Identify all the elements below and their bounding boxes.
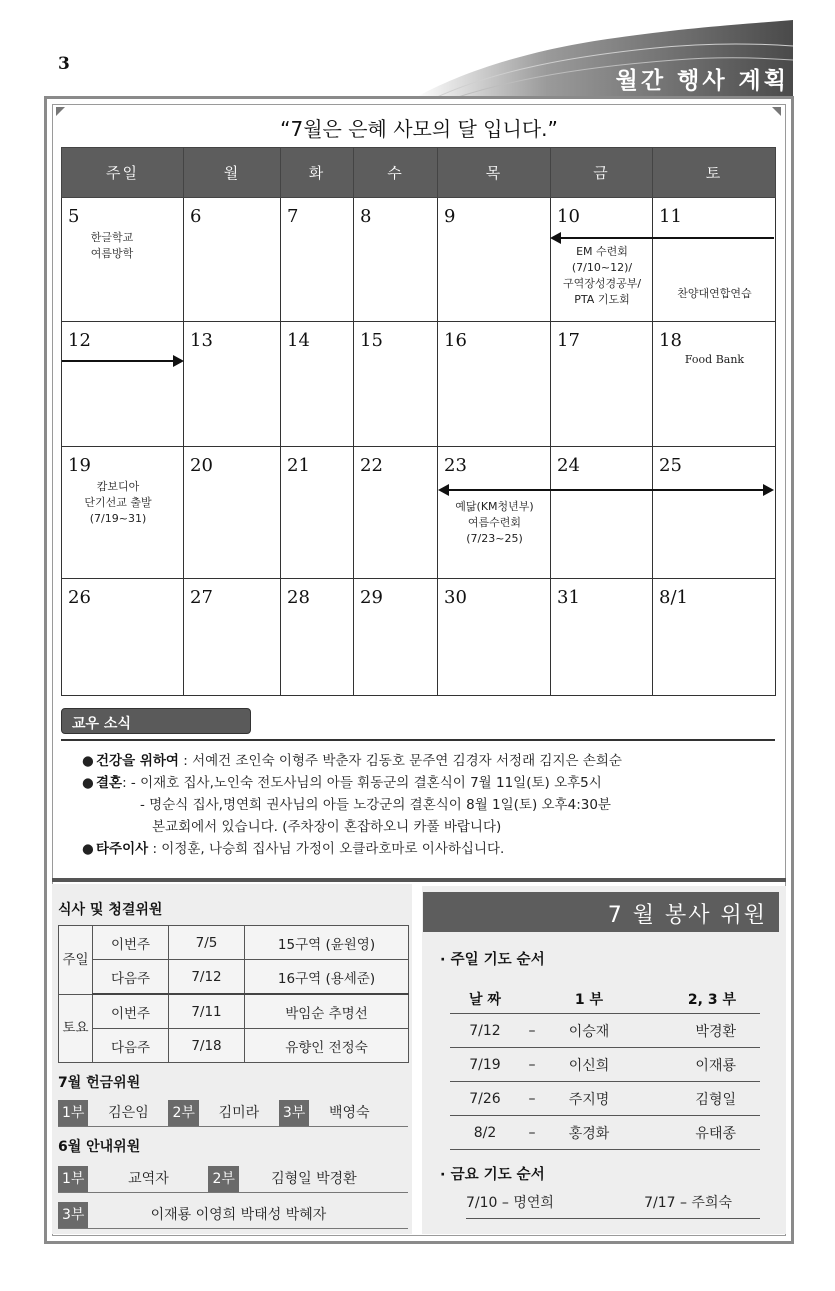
col-header: 1 부: [544, 985, 634, 1014]
calendar-cell: [62, 579, 184, 696]
calendar-cell: [281, 579, 354, 696]
arrow-right-icon: [763, 484, 774, 496]
day-number: 16: [444, 330, 467, 351]
day-number: 23: [444, 455, 467, 476]
day-number: 21: [287, 455, 310, 476]
col-header: 2, 3 부: [634, 985, 760, 1014]
offering-names: 김미라: [218, 1105, 260, 1121]
calendar-cell: [551, 579, 653, 696]
week-cell: 다음주: [93, 960, 169, 995]
arrow-left-icon: [550, 232, 561, 244]
weekday-header: 금: [551, 148, 653, 198]
calendar-cell: [281, 447, 354, 579]
day-number: 14: [287, 330, 310, 351]
calendar-cell: [551, 322, 653, 447]
calendar-cell: [281, 198, 354, 322]
saturday-group-label: 토요: [59, 994, 93, 1063]
day-number: 19: [68, 455, 91, 476]
calendar-cell: [62, 447, 184, 579]
news-item-wedding-3: 본교회에서 있습니다. (주차장이 혼잡하오니 카풀 바랍니다): [152, 819, 502, 835]
usher-names: 교역자: [128, 1171, 169, 1187]
weekday-header: 목: [438, 148, 551, 198]
event-food-bank: Food Bank: [684, 353, 745, 366]
arrow-right-icon: [173, 355, 184, 367]
date-cell: 7/18: [169, 1029, 245, 1063]
service-committee-header: [423, 892, 779, 932]
news-divider: [61, 739, 775, 741]
news-section-label: 교우 소식: [61, 708, 251, 734]
news-item-health: ● 건강을 위하여 : 서예건 조인숙 이형주 박춘자 김동호 문주연 김경자 서정래 김지은 손희순: [82, 753, 622, 769]
span-arrow-em-retreat: [560, 237, 774, 239]
usher-names: 이재룡 이영희 박태성 박혜자: [150, 1207, 327, 1223]
day-number: 8: [360, 206, 372, 227]
assignee-cell: 유향인 전정숙: [245, 1029, 409, 1063]
week-cell: 이번주: [93, 994, 169, 1029]
friday-prayer-2: 7/17 – 주희숙: [644, 1195, 732, 1211]
offering-names: 백영숙: [329, 1105, 370, 1121]
day-number: 29: [360, 587, 383, 608]
service-tag: 1부: [58, 1166, 88, 1192]
service-tag: 2부: [168, 1100, 198, 1126]
table-row: 7/12 – 이승재 박경환: [450, 1014, 760, 1048]
day-number: 25: [659, 455, 682, 476]
calendar-cell: [653, 198, 776, 322]
event-youth-retreat: 예닮(KM청년부) 여름수련회 (7/23~25): [455, 500, 534, 545]
day-number: 13: [190, 330, 213, 351]
day-number: 8/1: [659, 587, 688, 608]
calendar-cell: [62, 322, 184, 447]
calendar-cell: [354, 322, 438, 447]
day-number: 20: [190, 455, 213, 476]
day-number: 22: [360, 455, 383, 476]
day-number: 9: [444, 206, 456, 227]
friday-prayer-1: 7/10 – 명연희: [466, 1195, 554, 1211]
ushers-title: 6월 안내위원: [58, 1139, 141, 1155]
table-row: 7/26 – 주지명 김형일: [450, 1082, 760, 1116]
sunday-prayer-table: [450, 985, 760, 1150]
week-cell: 다음주: [93, 1029, 169, 1063]
day-number: 17: [557, 330, 580, 351]
arrow-left-icon: [438, 484, 449, 496]
usher-names: 김형일 박경환: [271, 1171, 357, 1187]
ushers-strip-2: [58, 1202, 408, 1229]
calendar-cell: [551, 198, 653, 322]
day-number: 7: [287, 206, 299, 227]
sunday-group-label: 주일: [59, 926, 93, 995]
table-row: 8/2 – 홍경화 유태종: [450, 1116, 760, 1150]
span-arrow-week12: [62, 360, 174, 362]
span-arrow-youth-retreat: [448, 489, 764, 491]
assignee-cell: 16구역 (용세준): [245, 960, 409, 995]
banner-title: 월간 행사 계획: [615, 68, 789, 94]
offering-names: 김은임: [108, 1105, 149, 1121]
event-choir: 찬양대연합연습: [677, 287, 752, 300]
meal-cleaning-title: 식사 및 청결위원: [58, 902, 163, 918]
calendar-table: [61, 147, 776, 696]
day-number: 27: [190, 587, 213, 608]
date-cell: 7/5: [169, 926, 245, 960]
page-number: 3: [58, 54, 70, 74]
friday-prayer-title: · 금요 기도 순서: [440, 1167, 545, 1183]
weekday-header: 월: [184, 148, 281, 198]
calendar-cell: [653, 447, 776, 579]
assignee-cell: 박임순 추명선: [245, 994, 409, 1029]
day-number: 24: [557, 455, 580, 476]
news-item-wedding-2: - 명순식 집사,명연희 권사님의 아들 노강군의 결혼식이 8월 1일(토) 오후4:30분: [140, 797, 611, 813]
service-tag: 3부: [58, 1202, 88, 1228]
news-item-wedding: ● 결혼: - 이재호 집사,노인숙 전도사님의 아들 휘동군의 결혼식이 7월 11일(토) 오후5시: [82, 775, 602, 791]
weekday-header: 토: [653, 148, 776, 198]
date-cell: 7/12: [169, 960, 245, 995]
weekday-header: 화: [281, 148, 354, 198]
event-hangul-school: 한글학교 여름방학: [90, 231, 134, 260]
event-cambodia-mission: 캄보디아 단기선교 출발 (7/19~31): [84, 480, 152, 525]
week-cell: 이번주: [93, 926, 169, 960]
weekday-header: 수: [354, 148, 438, 198]
calendar-cell: [354, 198, 438, 322]
calendar-cell: [184, 198, 281, 322]
col-header: 날 짜: [450, 985, 520, 1014]
calendar-cell: [653, 322, 776, 447]
day-number: 30: [444, 587, 467, 608]
calendar-cell: [438, 322, 551, 447]
day-number: 11: [659, 206, 682, 227]
service-tag: 2부: [208, 1166, 238, 1192]
day-number: 5: [68, 206, 80, 227]
event-em-retreat: EM 수련회 (7/10~12)/ 구역장성경공부/ PTA 기도회: [562, 245, 642, 306]
meal-cleaning-table: [58, 925, 409, 1063]
offering-strip: [58, 1100, 408, 1127]
calendar-cell: [184, 322, 281, 447]
day-number: 15: [360, 330, 383, 351]
ushers-strip-1: [58, 1166, 408, 1193]
day-number: 10: [557, 206, 580, 227]
day-number: 18: [659, 330, 682, 351]
calendar-cell: [184, 579, 281, 696]
section-divider: [52, 878, 786, 882]
service-tag: 3부: [279, 1100, 309, 1126]
calendar-cell: [184, 447, 281, 579]
calendar-cell: [438, 198, 551, 322]
day-number: 26: [68, 587, 91, 608]
calendar-title: “7월은 은혜 사모의 달 입니다.”: [280, 117, 558, 141]
news-list: [82, 750, 782, 860]
service-tag: 1부: [58, 1100, 88, 1126]
news-item-moving: ● 타주이사 : 이정훈, 나승희 집사님 가정이 오클라호마로 이사하십니다.: [82, 841, 505, 857]
table-row: 7/19 – 이신희 이재룡: [450, 1048, 760, 1082]
service-committee-title: 7 월 봉사 위원: [607, 903, 767, 928]
day-number: 6: [190, 206, 202, 227]
sunday-prayer-title: · 주일 기도 순서: [440, 952, 545, 968]
calendar-cell: [653, 579, 776, 696]
calendar-cell: [281, 322, 354, 447]
calendar-cell: [354, 579, 438, 696]
friday-prayer-row: [466, 1192, 760, 1219]
offering-title: 7월 헌금위원: [58, 1075, 141, 1091]
calendar-cell: [354, 447, 438, 579]
calendar-cell: [551, 447, 653, 579]
date-cell: 7/11: [169, 994, 245, 1029]
calendar-cell: [438, 579, 551, 696]
calendar-cell: [438, 447, 551, 579]
day-number: 12: [68, 330, 91, 351]
day-number: 28: [287, 587, 310, 608]
assignee-cell: 15구역 (윤원영): [245, 926, 409, 960]
day-number: 31: [557, 587, 580, 608]
weekday-header: 주일: [62, 148, 184, 198]
calendar-cell: [62, 198, 184, 322]
